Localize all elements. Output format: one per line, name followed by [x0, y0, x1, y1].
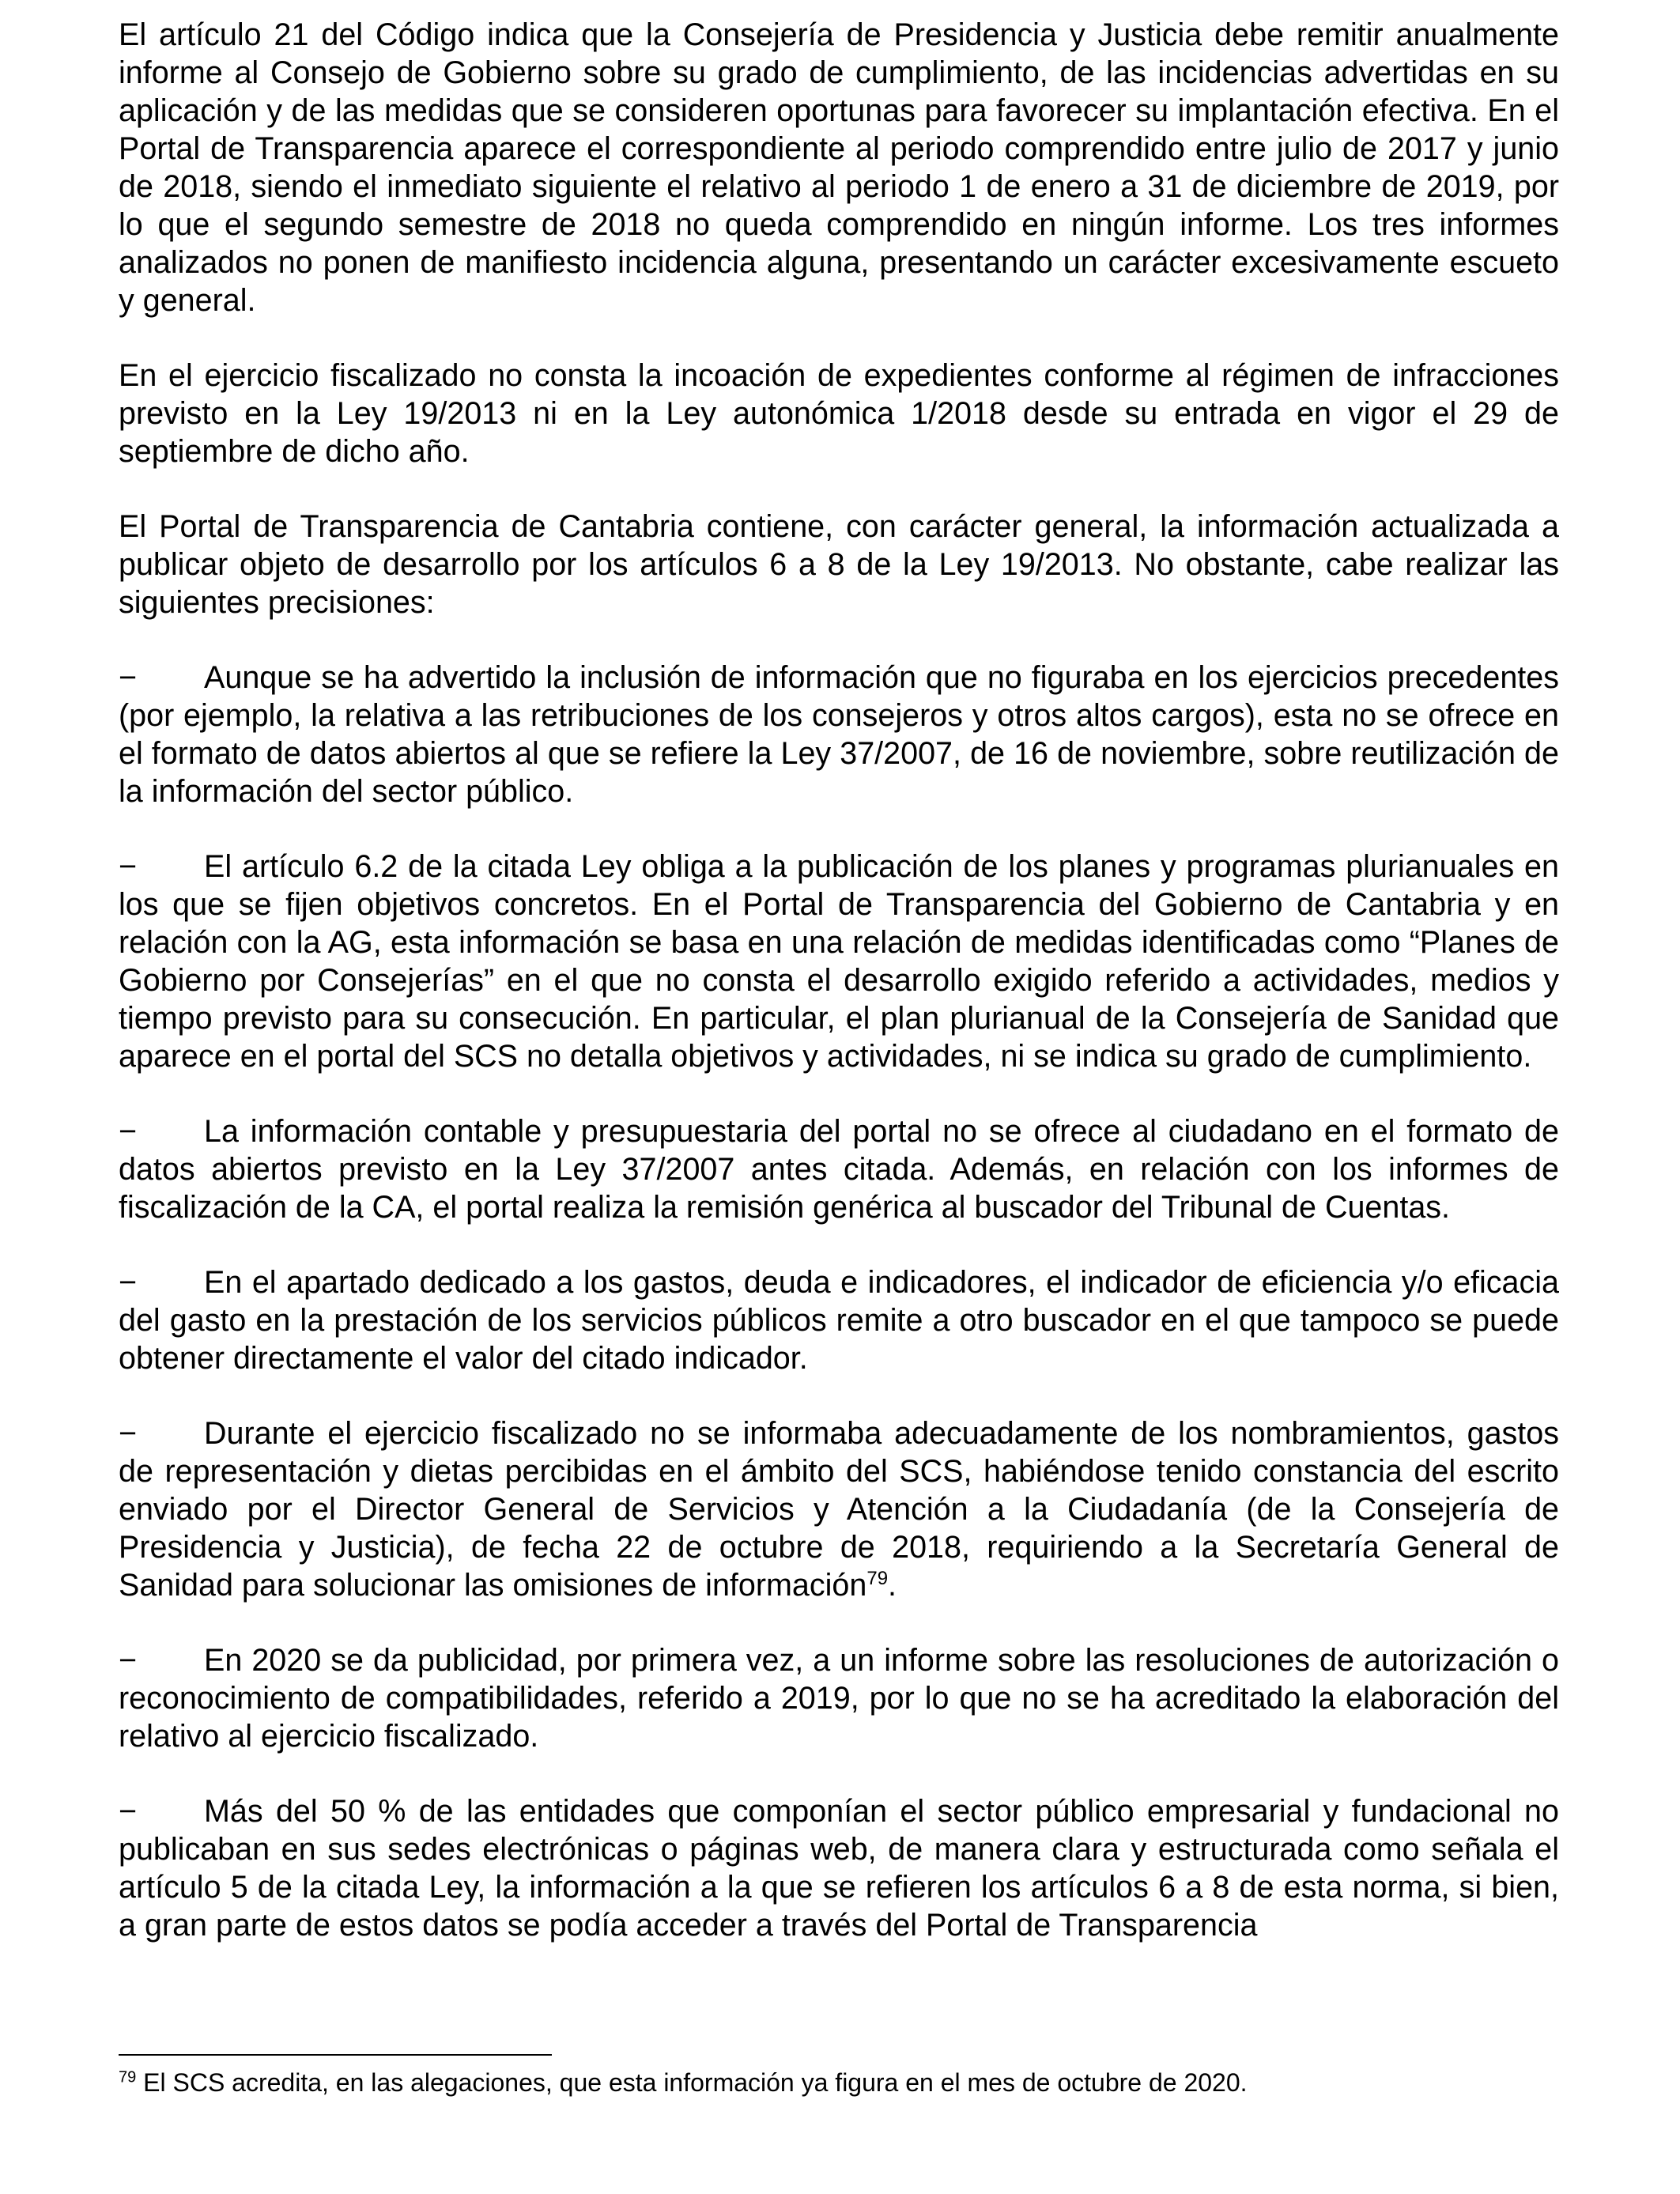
bullet-text: El artículo 6.2 de la citada Ley obliga a la publicación de los planes y programas plurianuales en los que se fijen objetivos concretos. En el Portal de Transparencia del Gobierno de Cantabria y en relación con la AG, esta información se basa en una relación de medidas identificadas como “Planes de Gobierno por Consejerías” en el que no consta el desarrollo exigido referido a actividades, medios y tiempo previsto para su consecución. En particular, el plan plurianual de la Consejería de Sanidad que aparece en el portal del SCS no detalla objetivos y actividades, ni se indica su grado de cumplimiento.	[119, 849, 1559, 1074]
bullet-text: En 2020 se da publicidad, por primera vez, a un informe sobre las resoluciones de autorización o reconocimiento de compatibilidades, referido a 2019, por lo que no se ha acreditado la elaboración del relativo al ejercicio fiscalizado.	[119, 1643, 1559, 1754]
bullet-dash: −	[119, 1114, 138, 1149]
bullet-item-compatibilidades	[119, 1641, 1559, 1755]
bullet-text: Durante el ejercicio fiscalizado no se informaba adecuadamente de los nombramientos, gastos de representación y dietas percibidas en el ámbito del SCS, habiéndose tenido constancia del escrito enviado por el Director General de Servicios y Atención a la Ciudadanía (de la Consejería de Presidencia y Justicia), de fecha 22 de octubre de 2018, requiriendo a la Secretaría General de Sanidad para solucionar las omisiones de información	[119, 1416, 1559, 1603]
bullet-item-nombramientos-scs	[119, 1414, 1559, 1604]
paragraph-informe-codigo: El artículo 21 del Código indica que la Consejería de Presidencia y Justicia debe remitir anualmente informe al Consejo de Gobierno sobre su grado de cumplimiento, de las incidencias advertidas en su aplicación y de las medidas que se consideren oportunas para favorecer su implantación efectiva. En el Portal de Transparencia aparece el correspondiente al periodo comprendido entre julio de 2017 y junio de 2018, siendo el inmediato siguiente el relativo al periodo 1 de enero a 31 de diciembre de 2019, por lo que el segundo semestre de 2018 no queda comprendido en ningún informe. Los tres informes analizados no ponen de manifiesto incidencia alguna, presentando un carácter excesivamente escueto y general.	[119, 17, 1559, 318]
bullet-dash: −	[119, 1794, 138, 1829]
bullet-dash: −	[119, 1416, 138, 1451]
footnote-separator	[119, 2054, 552, 2056]
footnote-text: El SCS acredita, en las alegaciones, que esta información ya figura en el mes de octubre de 2020.	[136, 2068, 1248, 2097]
bullet-item-gastos-deuda	[119, 1263, 1559, 1377]
bullet-dash: −	[119, 1643, 138, 1678]
bullet-text: Más del 50 % de las entidades que componían el sector público empresarial y fundacional no publicaban en sus sedes electrónicas o páginas web, de manera clara y estructurada como señala el artículo 5 de la citada Ley, la información a la que se refieren los artículos 6 a 8 de esta norma, si bien, a gran parte de estos datos se podía acceder a través del Portal de Transparencia	[119, 1794, 1559, 1943]
paragraph-portal-transparencia: El Portal de Transparencia de Cantabria contiene, con carácter general, la información actualizada a publicar objeto de desarrollo por los artículos 6 a 8 de la Ley 19/2013. No obstante, cabe realizar las siguientes precisiones:	[119, 509, 1559, 620]
bullet-dash: −	[119, 660, 138, 695]
bullet-dash: −	[119, 1265, 138, 1300]
bullet-text: La información contable y presupuestaria del portal no se ofrece al ciudadano en el formato de datos abiertos previsto en la Ley 37/2007 antes citada. Además, en relación con los informes de fiscalización de la CA, el portal realiza la remisión genérica al buscador del Tribunal de Cuentas.	[119, 1114, 1559, 1225]
bullet-item-informacion-contable	[119, 1112, 1559, 1226]
footnote	[119, 2067, 1559, 2098]
footnote-number: 79	[119, 2068, 137, 2086]
bullet-item-datos-abiertos	[119, 659, 1559, 810]
bullet-text: Aunque se ha advertido la inclusión de información que no figuraba en los ejercicios precedentes (por ejemplo, la relativa a las retribuciones de los consejeros y otros altos cargos), esta no se ofrece en el formato de datos abiertos al que se refiere la Ley 37/2007, de 16 de noviembre, sobre reutilización de la información del sector público.	[119, 660, 1559, 809]
footnote-reference[interactable]: 79	[866, 1567, 889, 1589]
bullet-item-sector-publico-empresarial	[119, 1792, 1559, 1944]
bullet-dash: −	[119, 849, 138, 884]
bullet-text: En el apartado dedicado a los gastos, deuda e indicadores, el indicador de eficiencia y/o eficacia del gasto en la prestación de los servicios públicos remite a otro buscador en el que tampoco se puede obtener directamente el valor del citado indicador.	[119, 1265, 1559, 1376]
paragraph-expedientes-infracciones: En el ejercicio fiscalizado no consta la incoación de expedientes conforme al régimen de infracciones previsto en la Ley 19/2013 ni en la Ley autonómica 1/2018 desde su entrada en vigor el 29 de septiembre de dicho año.	[119, 358, 1559, 469]
bullet-text-end: .	[888, 1568, 897, 1603]
document-body	[119, 16, 1559, 1981]
bullet-item-planes-plurianuales	[119, 848, 1559, 1075]
